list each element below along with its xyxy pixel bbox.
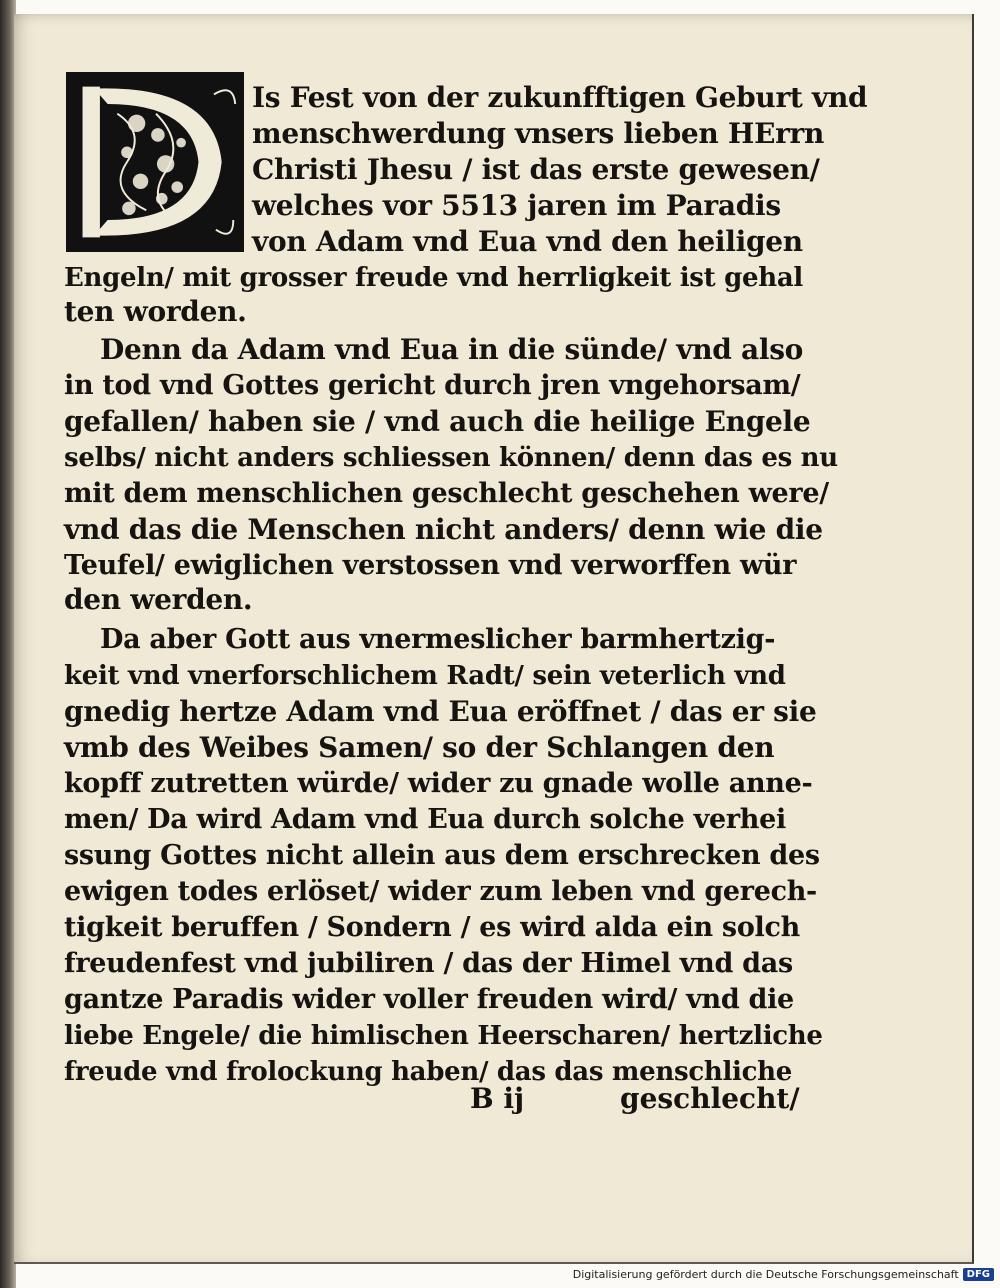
decorated-initial-d xyxy=(66,72,244,252)
text-line: Is Fest von der zukunfftigen Geburt vnd xyxy=(252,81,868,114)
initial-ornament xyxy=(69,75,241,249)
text-line: liebe Engele/ die himlischen Heerscharen/ hertzliche xyxy=(64,1021,823,1051)
dfg-logo: DFG xyxy=(963,1268,994,1281)
text-line: gefallen/ haben sie / vnd auch die heilige Engele xyxy=(64,405,811,438)
text-line: keit vnd vnerforschlichem Radt/ sein veterlich vnd xyxy=(64,661,786,691)
text-line: ewigen todes erlöset/ wider zum leben vnd gerech- xyxy=(64,876,817,907)
text-line: freude vnd frolockung haben/ das das menschliche xyxy=(64,1057,792,1087)
page-footer-marks xyxy=(470,1082,800,1122)
text-line: den werden. xyxy=(64,583,253,616)
text-line: vnd das die Menschen nicht anders/ denn wie die xyxy=(64,513,823,546)
text-line: Engeln/ mit grosser freude vnd herrligkeit ist gehal xyxy=(64,263,803,293)
signature-mark: B ij xyxy=(470,1082,525,1115)
text-line: ssung Gottes nicht allein aus dem erschrecken des xyxy=(64,840,820,871)
text-line: selbs/ nicht anders schliessen können/ denn das es nu xyxy=(64,443,838,473)
text-line: men/ Da wird Adam vnd Eua durch solche verhei xyxy=(64,804,786,835)
text-line: Teufel/ ewiglichen verstossen vnd verworffen wür xyxy=(64,550,797,581)
digitization-credit xyxy=(573,1264,994,1284)
text-line: Da aber Gott aus vnermeslicher barmhertzig- xyxy=(100,624,776,655)
text-line: kopff zutretten würde/ wider zu gnade wolle anne- xyxy=(64,768,813,799)
text-line: vmb des Weibes Samen/ so der Schlangen den xyxy=(64,731,775,764)
text-line: ten worden. xyxy=(64,295,247,328)
text-line: freudenfest vnd jubiliren / das der Himel vnd das xyxy=(64,948,793,979)
text-line: welches vor 5513 jaren im Paradis xyxy=(252,189,781,222)
text-line: von Adam vnd Eua vnd den heiligen xyxy=(252,225,803,258)
text-line: tigkeit beruffen / Sondern / es wird alda ein solch xyxy=(64,912,800,943)
text-line: in tod vnd Gottes gericht durch jren vngehorsam/ xyxy=(64,370,801,401)
text-line: Christi Jhesu / ist das erste gewesen/ xyxy=(252,153,820,186)
catchword: geschlecht/ xyxy=(620,1082,800,1115)
text-line: mit dem menschlichen geschlecht geschehen were/ xyxy=(64,478,829,509)
text-line: Denn da Adam vnd Eua in die sünde/ vnd also xyxy=(100,333,804,366)
text-line: gantze Paradis wider voller freuden wird/ vnd die xyxy=(64,984,794,1015)
text-line: gnedig hertze Adam vnd Eua eröffnet / das er sie xyxy=(64,695,817,728)
text-line: menschwerdung vnsers lieben HErrn xyxy=(252,117,825,150)
credit-text: Digitalisierung gefördert durch die Deutsche Forschungsgemeinschaft xyxy=(572,1267,959,1281)
